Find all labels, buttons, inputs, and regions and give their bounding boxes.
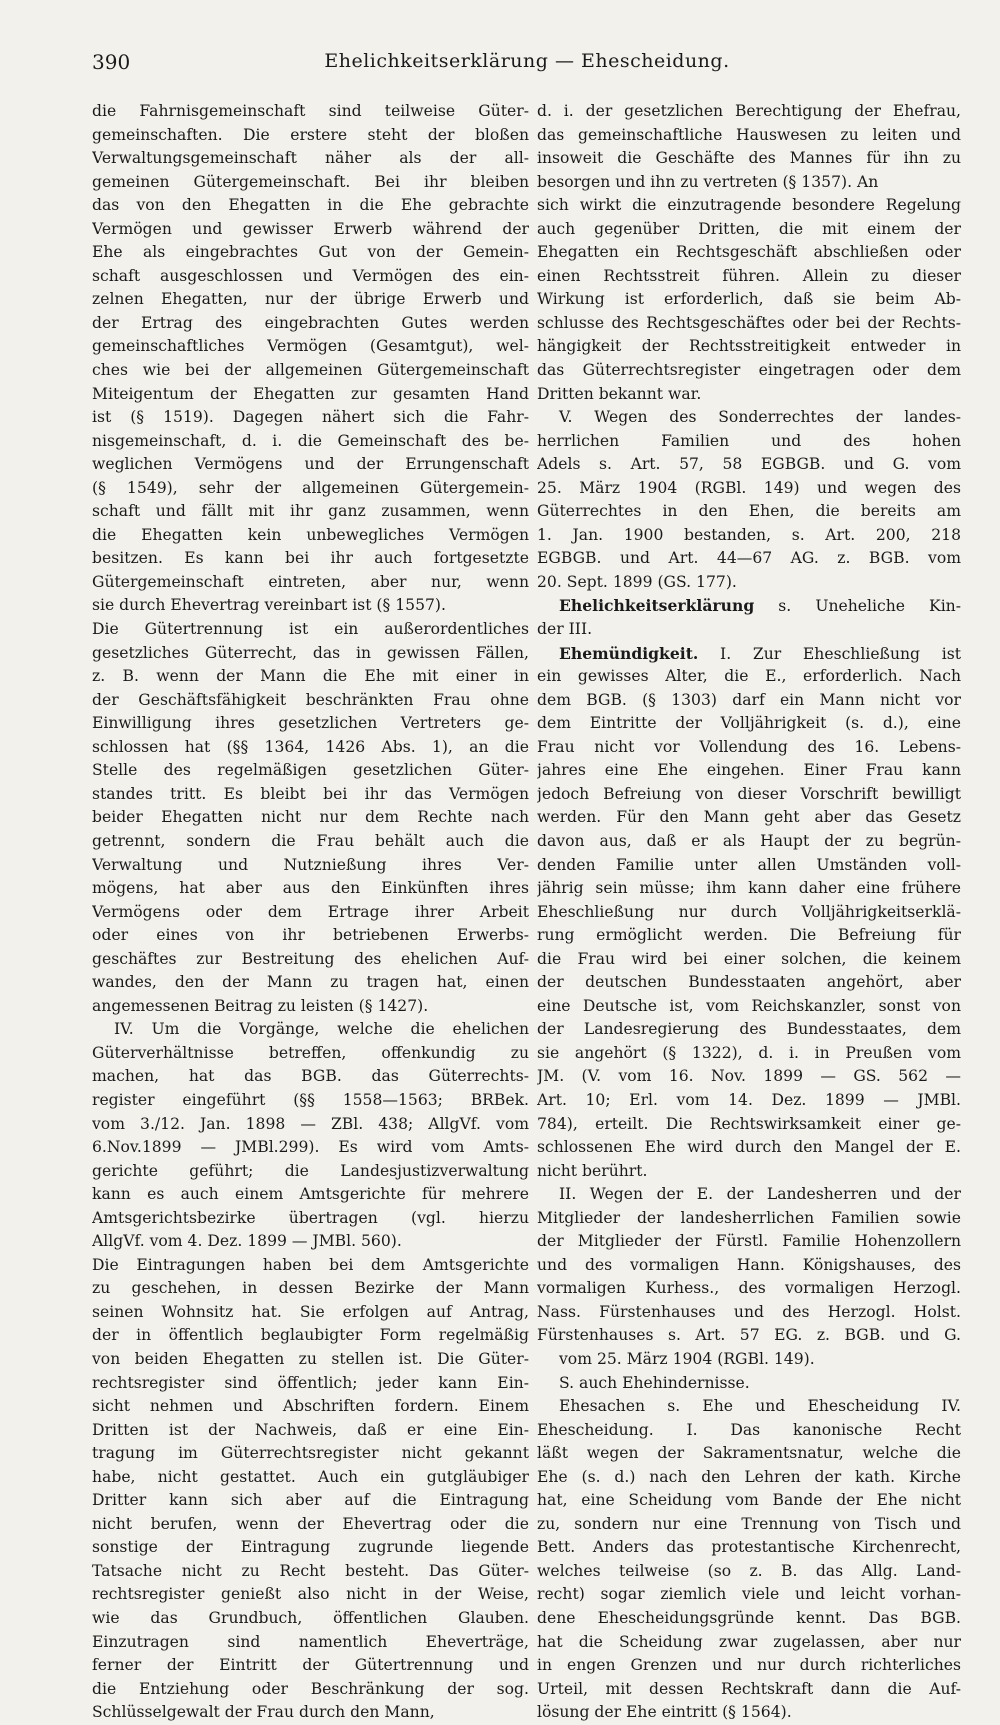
text-line: herrlichen Familien und des hohen <box>537 431 961 450</box>
text-line: Fürstenhauses s. Art. 57 EG. z. BGB. und G. <box>537 1326 961 1345</box>
text-line: Dritter kann sich aber auf die Eintragung <box>92 1491 529 1510</box>
text-line: die Frau wird bei einer solchen, die keinem <box>537 949 961 968</box>
text-line: wie das Grundbuch, öffentlichen Glauben. <box>92 1609 529 1627</box>
text-line: jedoch Befreiung von dieser Vorschrift bewilligt <box>537 784 961 803</box>
text-line: gemeinschaftliches Vermögen (Gesamtgut), wel- <box>92 337 529 356</box>
left-column <box>92 100 529 1725</box>
text-line: jahres eine Ehe eingehen. Einer Frau kann <box>537 761 961 780</box>
page-number: 390 <box>92 50 131 74</box>
text-line: Die Gütertrennung ist ein außerordentliches <box>92 620 529 639</box>
text-line: seinen Wohnsitz hat. Sie erfolgen auf Antrag, <box>92 1302 529 1321</box>
text-line: der Ertrag des eingebrachten Gutes werden <box>92 313 529 332</box>
text-line: Bett. Anders das protestantische Kirchenrecht, <box>537 1538 961 1557</box>
text-line: wandes, den der Mann zu tragen hat, einen <box>92 973 529 992</box>
text-line: geschäftes zur Bestreitung des ehelichen Auf- <box>92 949 529 968</box>
text-line: rechtsregister genießt also nicht in der Weise, <box>92 1585 529 1604</box>
text-line: Ehe als eingebrachtes Gut von der Gemein- <box>92 243 529 262</box>
text-line: z. B. wenn der Mann die Ehe mit einer in <box>92 667 529 686</box>
text-line: zelnen Ehegatten, nur der übrige Erwerb und <box>92 290 529 309</box>
text-line: der Landesregierung des Bundesstaates, dem <box>537 1020 961 1039</box>
text-line: gemeinen Gütergemeinschaft. Bei ihr bleiben <box>92 172 529 191</box>
text-line: in engen Grenzen und nur durch richterliches <box>537 1656 961 1675</box>
text-line: der deutschen Bundesstaaten angehört, aber <box>537 973 961 992</box>
text-line: das gemeinschaftliche Hauswesen zu leiten und <box>537 125 961 144</box>
text-line: nisgemeinschaft, d. i. die Gemeinschaft des be- <box>92 431 529 450</box>
text-line: nicht berührt. <box>537 1161 648 1180</box>
text-line: der III. <box>537 620 593 639</box>
text-line: 1. Jan. 1900 bestanden, s. Art. 200, 218 <box>537 525 961 544</box>
text-line: S. auch Ehehindernisse. <box>559 1373 750 1392</box>
text-line: vom 25. März 1904 (RGBl. 149). <box>559 1349 815 1368</box>
text-line: gemeinschaften. Die erstere steht der bloßen <box>92 125 529 144</box>
text-line: ein gewisses Alter, die E., erforderlich. Nach <box>537 667 961 686</box>
text-line: schlossen hat (§§ 1364, 1426 Abs. 1), an die <box>92 737 529 756</box>
text-line: V. Wegen des Sonderrechtes der landes- <box>559 408 961 427</box>
text-line: welches teilweise (so z. B. das Allg. Land- <box>537 1561 961 1580</box>
right-column <box>537 100 961 1725</box>
text-line: Dritten bekannt war. <box>537 384 702 403</box>
text-line: weglichen Vermögens und der Errungenschaft <box>92 455 529 474</box>
text-line: schlusse des Rechtsgeschäftes oder bei der Rechts- <box>537 313 961 332</box>
text-line: das von den Ehegatten in die Ehe gebrachte <box>92 196 529 215</box>
text-line: Dritten ist der Nachweis, daß er eine Ein- <box>92 1420 529 1439</box>
text-line: Ehemündigkeit. I. Zur Eheschließung ist <box>559 643 961 663</box>
text-line: oder eines von ihr betriebenen Erwerbs- <box>92 926 529 945</box>
text-line: register eingeführt (§§ 1558—1563; BRBek. <box>92 1090 529 1109</box>
text-line: 784), erteilt. Die Rechtswirksamkeit einer ge- <box>537 1114 961 1133</box>
entry-keyword: Ehemündigkeit. <box>559 643 699 663</box>
text-line: insoweit die Geschäfte des Mannes für ihn zu <box>537 149 961 168</box>
text-line: dene Ehescheidungsgründe kennt. Das BGB. <box>537 1609 961 1627</box>
text-line: sich wirkt die einzutragende besondere Regelung <box>537 196 961 215</box>
text-line: rechtsregister sind öffentlich; jeder kann Ein- <box>92 1373 529 1392</box>
text-line: 20. Sept. 1899 (GS. 177). <box>537 572 737 591</box>
text-line: machen, hat das BGB. das Güterrechts- <box>92 1067 529 1086</box>
text-line: der Mitglieder der Fürstl. Familie Hohenzollern <box>537 1232 961 1251</box>
text-line: Ehe (s. d.) nach den Lehren der kath. Kirche <box>537 1467 961 1486</box>
text-line: getrennt, sondern die Frau behält auch die <box>92 831 529 850</box>
text-line: davon aus, daß er als Haupt der zu begrün- <box>537 831 961 850</box>
text-line: Vermögens oder dem Ertrage ihrer Arbeit <box>92 902 529 921</box>
entry-keyword: Ehelichkeitserklärung <box>559 596 755 616</box>
text-line: Einzutragen sind namentlich Eheverträge, <box>92 1632 529 1651</box>
text-line: Vermögen und gewisser Erwerb während der <box>92 219 529 238</box>
text-line: d. i. der gesetzlichen Berechtigung der Ehefrau, <box>537 102 961 120</box>
text-line: II. Wegen der E. der Landesherren und der <box>559 1185 961 1204</box>
text-line: Ehesachen s. Ehe und Ehescheidung IV. <box>559 1397 961 1416</box>
text-line: kann es auch einem Amtsgerichte für mehrere <box>92 1185 529 1204</box>
text-line: recht) sogar ziemlich viele und leicht vorhan- <box>537 1585 961 1604</box>
text-line: lösung der Ehe eintritt (§ 1564). <box>537 1703 792 1722</box>
text-line: Verwaltungsgemeinschaft näher als der all- <box>92 149 529 168</box>
text-line: sonstige der Eintragung zugrunde liegende <box>92 1538 529 1557</box>
text-line: Miteigentum der Ehegatten zur gesamten Hand <box>92 384 529 403</box>
text-line: standes tritt. Es bleibt bei ihr das Vermögen <box>92 784 529 803</box>
text-line: Tatsache nicht zu Recht besteht. Das Güter- <box>92 1561 529 1580</box>
text-line: sie angehört (§ 1322), d. i. in Preußen vom <box>537 1043 961 1062</box>
text-line: auch gegenüber Dritten, die mit einem der <box>537 219 961 238</box>
text-line: dem Eintritte der Volljährigkeit (s. d.), eine <box>537 714 961 733</box>
text-line: hängigkeit der Rechtsstreitigkeit entweder in <box>537 337 961 356</box>
text-line: Ehelichkeitserklärung s. Uneheliche Kin- <box>559 596 961 616</box>
text-line: Adels s. Art. 57, 58 EGBGB. und G. vom <box>537 455 961 474</box>
text-line: dem BGB. (§ 1303) darf ein Mann nicht vor <box>537 690 961 709</box>
text-line: vom 3./12. Jan. 1898 — ZBl. 438; AllgVf. vom <box>92 1114 529 1133</box>
text-line: Frau nicht vor Vollendung des 16. Lebens- <box>537 737 961 756</box>
text-line: ist (§ 1519). Dagegen nähert sich die Fahr- <box>92 408 529 427</box>
text-line: jährig sein müsse; ihm kann daher eine frühere <box>537 879 961 898</box>
text-line: der in öffentlich beglaubigter Form regelmäßig <box>92 1326 529 1345</box>
text-line: gesetzliches Güterrecht, das in gewissen Fällen, <box>92 643 529 662</box>
text-line: Wirkung ist erforderlich, daß sie beim Ab- <box>537 290 961 309</box>
text-line: rung ermöglicht werden. Die Befreiung für <box>537 926 961 945</box>
text-line: zu geschehen, in dessen Bezirke der Mann <box>92 1279 529 1298</box>
text-line: vormaligen Kurhess., des vormaligen Herzogl. <box>537 1279 961 1298</box>
text-line: Güterrechtes in den Ehen, die bereits am <box>537 502 961 521</box>
text-line: tragung im Güterrechtsregister nicht gekannt <box>92 1444 529 1463</box>
text-line: gerichte geführt; die Landesjustizverwaltung <box>92 1161 529 1180</box>
text-line: Verwaltung und Nutznießung ihres Ver- <box>92 855 529 874</box>
text-line: die Fahrnisgemeinschaft sind teilweise Güter- <box>92 102 529 120</box>
text-line: das Güterrechtsregister eingetragen oder dem <box>537 361 961 380</box>
running-title: Ehelichkeitserklärung — Ehescheidung. <box>324 50 730 72</box>
text-line: ferner der Eintritt der Gütertrennung und <box>92 1656 529 1675</box>
text-line: Urteil, mit dessen Rechtskraft dann die Auf- <box>537 1679 961 1698</box>
text-line: mögens, hat aber aus den Einkünften ihres <box>92 879 529 898</box>
text-line: hat, eine Scheidung vom Bande der Ehe nicht <box>537 1491 961 1510</box>
text-line: werden. Für den Mann geht aber das Gesetz <box>537 808 961 827</box>
text-line: schaft und fällt mit ihr ganz zusammen, wenn <box>92 502 529 521</box>
text-line: AllgVf. vom 4. Dez. 1899 — JMBl. 560). <box>92 1232 402 1251</box>
text-line: Eheschließung nur durch Volljährigkeitserklä- <box>537 902 961 921</box>
text-line: denden Familie unter allen Umständen voll- <box>537 855 961 874</box>
text-line: EGBGB. und Art. 44—67 AG. z. BGB. vom <box>537 549 961 568</box>
text-line: (§ 1549), sehr der allgemeinen Gütergemein- <box>92 478 529 497</box>
text-line: beider Ehegatten nicht nur dem Rechte nach <box>92 808 529 827</box>
text-line: Einwilligung ihres gesetzlichen Vertreters ge- <box>92 714 529 733</box>
text-line: IV. Um die Vorgänge, welche die ehelichen <box>114 1020 529 1039</box>
text-line: angemessenen Beitrag zu leisten (§ 1427). <box>92 996 429 1015</box>
text-line: habe, nicht gestattet. Auch ein gutgläubiger <box>92 1467 529 1486</box>
text-line: Stelle des regelmäßigen gesetzlichen Güter- <box>92 761 529 780</box>
text-line: Die Eintragungen haben bei dem Amtsgerichte <box>92 1255 529 1274</box>
text-line: Ehescheidung. I. Das kanonische Recht <box>537 1420 961 1439</box>
text-line: schaft ausgeschlossen und Vermögen des ein- <box>92 266 529 285</box>
text-line: sicht nehmen und Abschriften fordern. Einem <box>92 1397 529 1416</box>
text-line: Schlüsselgewalt der Frau durch den Mann, <box>92 1703 435 1722</box>
text-line: Amtsgerichtsbezirke übertragen (vgl. hierzu <box>92 1208 529 1227</box>
text-line: Gütergemeinschaft eintreten, aber nur, wenn <box>92 572 529 591</box>
text-line: die Ehegatten kein unbewegliches Vermögen <box>92 525 529 544</box>
text-line: von beiden Ehegatten zu stellen ist. Die Güter- <box>92 1349 529 1368</box>
text-line: zu, sondern nur eine Trennung von Tisch und <box>537 1514 961 1533</box>
text-line: einen Rechtsstreit führen. Allein zu dieser <box>537 266 961 285</box>
text-line: besitzen. Es kann bei ihr auch fortgesetzte <box>92 549 529 568</box>
text-line: Art. 10; Erl. vom 14. Dez. 1899 — JMBl. <box>537 1090 961 1109</box>
text-line: besorgen und ihn zu vertreten (§ 1357). An <box>537 172 879 191</box>
text-line: sie durch Ehevertrag vereinbart ist (§ 1557). <box>92 596 446 615</box>
text-line: und des vormaligen Hann. Königshauses, des <box>537 1255 961 1274</box>
text-line: ches wie bei der allgemeinen Gütergemeinschaft <box>92 361 529 380</box>
text-line: schlossenen Ehe wird durch den Mangel der E. <box>537 1138 961 1157</box>
text-line: nicht berufen, wenn der Ehevertrag oder die <box>92 1514 529 1533</box>
text-line: hat die Scheidung zwar zugelassen, aber nur <box>537 1632 961 1651</box>
text-line: Nass. Fürstenhauses und des Herzogl. Holst. <box>537 1302 961 1321</box>
text-line: eine Deutsche ist, vom Reichskanzler, sonst von <box>537 996 961 1015</box>
text-line: 25. März 1904 (RGBl. 149) und wegen des <box>537 478 961 497</box>
text-line: 6.Nov.1899 — JMBl.299). Es wird vom Amts- <box>92 1138 529 1157</box>
text-line: läßt wegen der Sakramentsnatur, welche die <box>537 1444 961 1463</box>
text-line: die Entziehung oder Beschränkung der sog. <box>92 1679 529 1698</box>
text-line: Mitglieder der landesherrlichen Familien sowie <box>537 1208 961 1227</box>
text-line: Ehegatten ein Rechtsgeschäft abschließen oder <box>537 243 961 262</box>
page-header <box>92 46 962 78</box>
text-line: JM. (V. vom 16. Nov. 1899 — GS. 562 — <box>537 1067 961 1086</box>
text-line: der Geschäftsfähigkeit beschränkten Frau ohne <box>92 690 529 709</box>
text-line: Güterverhältnisse betreffen, offenkundig zu <box>92 1043 529 1062</box>
